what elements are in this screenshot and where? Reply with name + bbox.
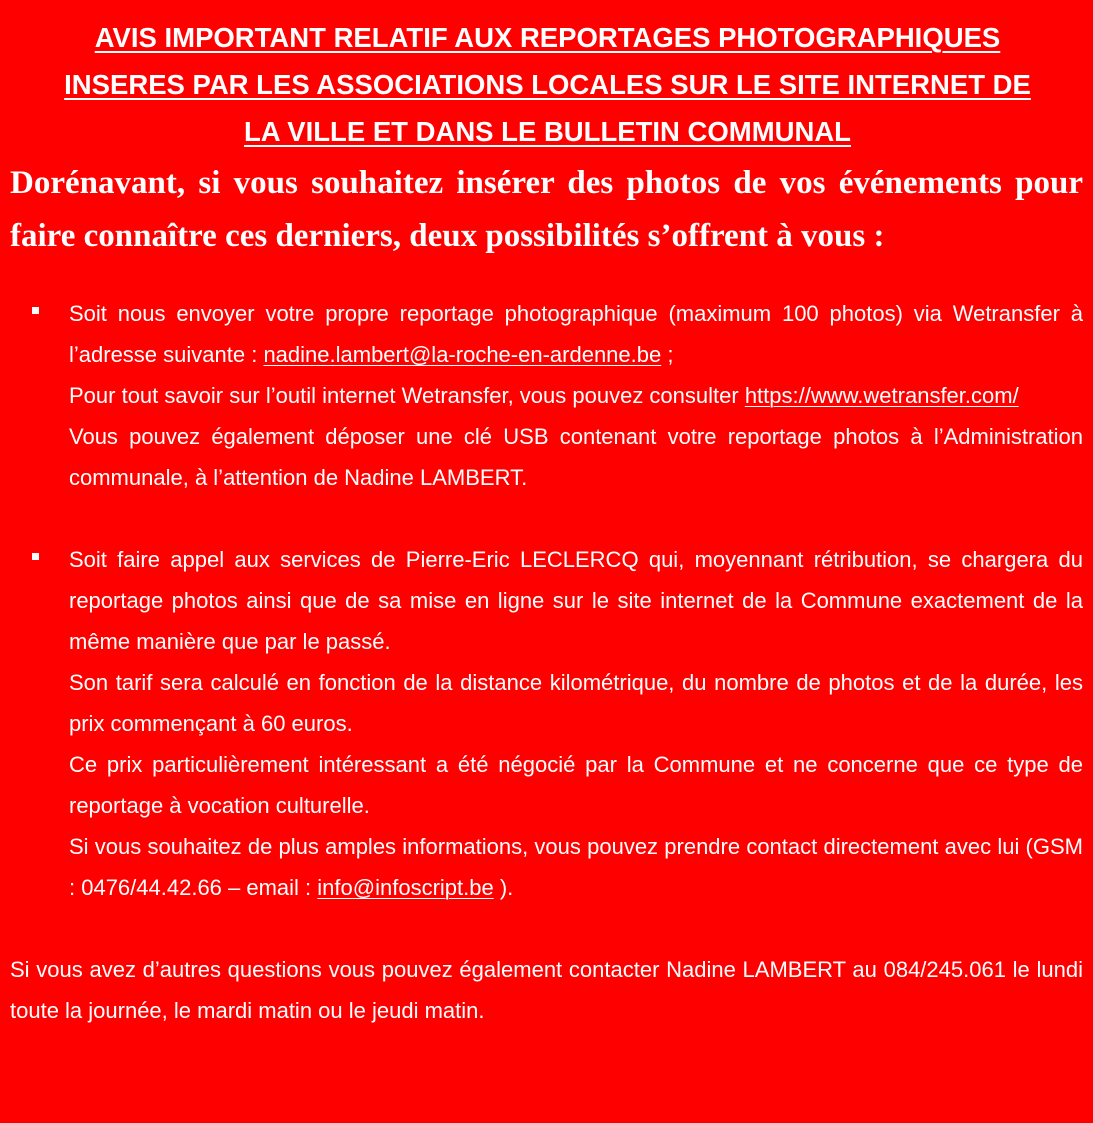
option-2-paragraph-1: Soit faire appel aux services de Pierre-Eric LECLERCQ qui, moyennant rétribution, se chargera du reportage photos ainsi que de sa mise en ligne sur le site internet de la Commune exactement de la même manière que par le passé. bbox=[69, 547, 1083, 654]
option-1-text: Soit nous envoyer votre propre reportage photographique (maximum 100 photos) via Wetransfer à l’adresse suivante : bbox=[69, 301, 1083, 367]
contact-info-text-end: ). bbox=[493, 875, 514, 900]
square-bullet-icon bbox=[32, 553, 39, 560]
option-2-paragraph-3: Ce prix particulièrement intéressant a été négocié par la Commune et ne concerne que ce type de reportage à vocation culturelle. bbox=[69, 752, 1083, 818]
email-link-infoscript[interactable]: info@infoscript.be bbox=[317, 875, 494, 900]
option-2-paragraph-2: Son tarif sera calculé en fonction de la distance kilométrique, du nombre de photos et de la durée, les prix commençant à 60 euros. bbox=[69, 670, 1083, 736]
title-line-2: INSERES PAR LES ASSOCIATIONS LOCALES SUR LE SITE INTERNET DE bbox=[64, 69, 1031, 100]
options-list bbox=[10, 293, 1085, 908]
wetransfer-info-text: Pour tout savoir sur l’outil internet Wetransfer, vous pouvez consulter bbox=[69, 383, 745, 408]
closing-paragraph: Si vous avez d’autres questions vous pouvez également contacter Nadine LAMBERT au 084/245.061 le lundi toute la journée, le mardi matin ou le jeudi matin. bbox=[10, 957, 1083, 1023]
option-send-report bbox=[10, 293, 1085, 498]
option-1-paragraph-1 bbox=[69, 293, 1083, 375]
notice-title bbox=[10, 14, 1085, 155]
option-2-paragraph-4 bbox=[69, 826, 1083, 908]
option-1-text-end: ; bbox=[661, 342, 674, 367]
option-photographer-service bbox=[10, 539, 1085, 908]
wetransfer-link[interactable]: https://www.wetransfer.com/ bbox=[744, 383, 1019, 408]
email-link-nadine[interactable]: nadine.lambert@la-roche-en-ardenne.be bbox=[263, 342, 662, 367]
option-1-paragraph-2 bbox=[69, 375, 1083, 416]
title-line-1: AVIS IMPORTANT RELATIF AUX REPORTAGES PHOTOGRAPHIQUES bbox=[94, 22, 1001, 53]
option-1-paragraph-3: Vous pouvez également déposer une clé USB contenant votre reportage photos à l’Administration communale, à l’attention de Nadine LAMBERT. bbox=[69, 424, 1083, 490]
intro-paragraph: Dorénavant, si vous souhaitez insérer des photos de vos événements pour faire connaître ces derniers, deux possibilités s’offrent à vous : bbox=[10, 165, 1083, 254]
contact-info-text: Si vous souhaitez de plus amples informations, vous pouvez prendre contact directement avec lui (GSM : 0476/44.42.66 – email : bbox=[69, 834, 1083, 900]
square-bullet-icon bbox=[32, 307, 39, 314]
title-line-3: LA VILLE ET DANS LE BULLETIN COMMUNAL bbox=[243, 116, 851, 147]
